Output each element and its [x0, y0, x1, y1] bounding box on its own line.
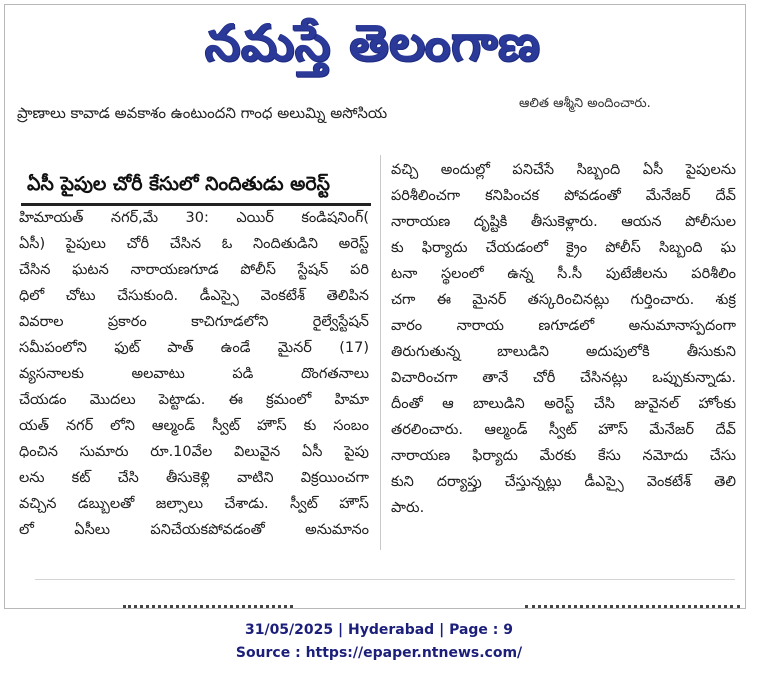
article-headline: ఏసీ పైపుల చోరీ కేసులో నిందితుడు అరెస్ట్ — [27, 173, 330, 195]
section-divider — [35, 579, 735, 580]
text-line: నారాయణ దృష్టికి తీసుకెళ్లారు. ఆయన పోలీసుల — [391, 214, 736, 230]
footer-source — [0, 645, 758, 661]
text-line: సమీపంలోని ఫుట్ పాత్ ఉండే మైనర్ (17) — [19, 340, 369, 356]
text-line: తరలించారు. ఆల్మండ్ స్వీట్ హౌస్ మేనేజర్ దేవ్ — [391, 422, 736, 438]
text-line: విచారించగా తానే చోరీ చేసినట్లు ఒప్పుకున్నాడు. — [391, 370, 736, 386]
cut-off-text-fragment — [525, 599, 740, 609]
text-line: ధించిన సుమారు రూ.10వేల విలువైన ఏసీ పైపు — [19, 444, 369, 460]
text-line: చేయడం మొదలు పెట్టాడు. ఈ క్రమంలో హిమా — [19, 392, 369, 408]
text-line: ఏసీ) పైపులు చోరీ చేసిన ఓ నిందితుడిని అరెస్ట్ — [19, 236, 369, 252]
text-line: కుని దర్యాప్తు చేస్తున్నట్లు డీఎస్సై వెంకటేశ్ తెలి — [391, 474, 736, 490]
edition-city: Hyderabad — [348, 622, 435, 638]
column-divider — [380, 155, 381, 550]
separator: | — [338, 622, 344, 638]
text-line: పరిశీలించగా కనిపించక పోవడంతో మేనేజర్ దేవ్ — [391, 188, 736, 204]
text-line: దీంతో ఆ బాలుడిని అరెస్ట్ చేసి జువైనల్ హోంకు — [391, 396, 736, 412]
source-label: Source : — [235, 645, 301, 661]
edition-date: 31/05/2025 — [244, 622, 334, 638]
text-line: తిరుగుతున్న బాలుడిని అదుపులోకి తీసుకుని — [391, 344, 736, 360]
separator: | — [439, 622, 445, 638]
text-line: పారు. — [391, 500, 425, 516]
text-line: నారాయణ ఫిర్యాదు మేరకు కేసు నమోదు చేసు — [391, 448, 736, 464]
text-line: లను కట్ చేసి తీసుకెళ్లి వాటిని విక్రయించగా — [19, 470, 369, 486]
source-link[interactable]: https://epaper.ntnews.com/ — [305, 645, 523, 661]
newspaper-clipping — [4, 4, 746, 609]
text-line: టనా స్థలంలో ఉన్న సీ.సీ పుటేజీలను పరిశీలిం — [391, 266, 736, 282]
text-line: లో ఏసీలు పనిచేయకపోవడంతో అనుమానం — [19, 522, 369, 538]
text-line: వివరాల ప్రకారం కాచిగూడలోని రైల్వేస్టేషన్ — [19, 314, 369, 330]
text-line: వచ్చిన డబ్బులతో జల్సాలు చేశాడు. స్వీట్ హౌస్ — [19, 496, 369, 512]
text-line: చేసిన ఘటన నారాయణగూడ పోలీస్ స్టేషన్ పరి — [19, 262, 369, 278]
text-line: వచ్చి అందుల్లో పనిచేసే సిబ్బంది ఏసీ పైపులను — [391, 162, 736, 178]
cut-off-text-fragment — [123, 599, 293, 609]
previous-article-fragment-right: ఆలిత ఆశ్మీని అందించారు. — [519, 96, 651, 111]
text-line: ధిలో చోటు చేసుకుంది. డీఎస్సై వెంకటేశ్ తెలిపిన — [19, 288, 369, 304]
text-line: వారం నారాయ ణగూడలో అనుమానాస్పదంగా — [391, 318, 736, 334]
text-line: వ్యసనాలకు అలవాటు పడి దొంగతనాలు — [19, 366, 369, 382]
article-body-left-column — [19, 205, 369, 543]
text-line: కు ఫిర్యాదు చేయడంలో క్రైం పోలీస్ సిబ్బంది ఘ — [391, 240, 736, 256]
footer-edition-info — [0, 622, 758, 638]
article-body-right-column — [391, 157, 736, 521]
previous-article-fragment: ప్రాణాలు కావాడ అవకాశం ఉంటుందని గాంధ అలుమ్ని అసోసియ — [17, 104, 388, 122]
text-line: యత్ నగర్ లోని ఆల్మండ్ స్వీట్ హౌస్ కు సంబం — [19, 418, 369, 434]
page-number: Page : 9 — [449, 622, 514, 638]
text-line: హిమాయత్ నగర్,మే 30: ఎయిర్ కండిషనింగ్( — [19, 210, 369, 226]
text-line: చగా ఈ మైనర్ తస్కరించినట్లు గుర్తించారు. శుక్ర — [391, 292, 736, 308]
masthead-logo: నమస్తే తెలంగాణ — [205, 14, 541, 72]
